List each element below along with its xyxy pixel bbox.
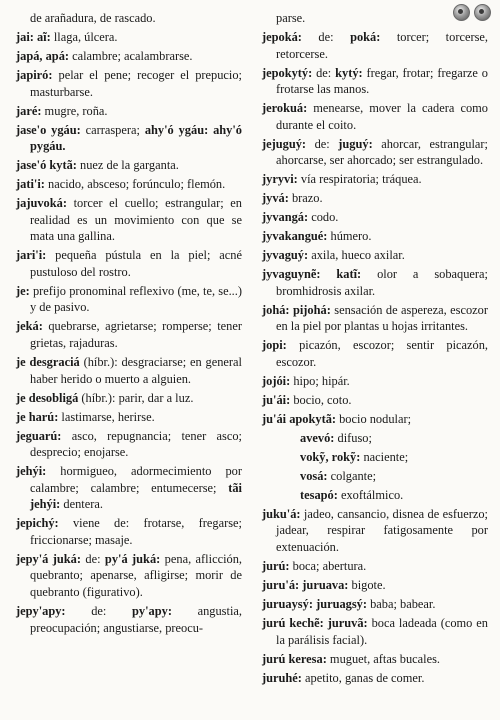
entry-definition: vía respiratoria; tráquea. bbox=[297, 172, 422, 187]
entry-headword: jyvakangué: bbox=[262, 229, 328, 244]
dictionary-entry bbox=[16, 67, 242, 100]
entry-headword: je harú: bbox=[16, 409, 59, 424]
entry-headword: py'á juká: bbox=[104, 551, 161, 566]
entry-definition: prefijo pronominal reflexivo (me, te, se...) y de pasivo. bbox=[29, 283, 242, 315]
entry-definition: nacido, absceso; forúnculo; flemón. bbox=[44, 177, 226, 192]
dictionary-entry bbox=[262, 136, 488, 169]
entry-headword: jerokuá: bbox=[262, 101, 308, 116]
entry-headword: kytý: bbox=[335, 65, 363, 80]
entry-headword: poká: bbox=[350, 29, 381, 44]
entry-headword: je: bbox=[16, 283, 30, 298]
entry-headword: jeká: bbox=[16, 319, 43, 334]
dictionary-entry bbox=[262, 65, 488, 98]
dictionary-entry bbox=[262, 29, 488, 62]
entry-headword: jojói: bbox=[262, 373, 291, 388]
dictionary-entry bbox=[262, 411, 488, 428]
dictionary-entry bbox=[262, 392, 488, 409]
entry-headword: je desgraciá bbox=[16, 354, 80, 369]
entry-definition: sensación de aspereza, escozor en la piel por plantas u hojas irritantes. bbox=[276, 302, 489, 334]
entry-headword: jepy'apy: bbox=[16, 604, 66, 619]
entry-headword: jyvaguynẽ: katĩ: bbox=[262, 267, 362, 282]
entry-definition: de: bbox=[306, 136, 339, 151]
dictionary-entry bbox=[262, 558, 488, 575]
dictionary-entry bbox=[262, 247, 488, 264]
entry-definition: apetito, ganas de comer. bbox=[301, 670, 425, 685]
entry-definition: pequeña pústula en la piel; acné pustuloso del rostro. bbox=[30, 248, 242, 279]
entry-definition: bigote. bbox=[348, 578, 386, 592]
entry-headword: jyryvi: bbox=[262, 172, 298, 187]
dictionary-entry bbox=[262, 190, 488, 207]
entry-definition: mugre, roña. bbox=[41, 103, 108, 118]
entry-definition: menearse, mover la cadera como durante el coito. bbox=[276, 101, 488, 132]
entry-headword: jati'i: bbox=[16, 177, 45, 192]
entry-headword: jase'ó kytã: bbox=[16, 158, 77, 173]
dictionary-entry bbox=[16, 318, 242, 351]
dictionary-entry bbox=[16, 195, 242, 245]
dictionary-entry bbox=[262, 228, 488, 245]
entry-definition: colgante; bbox=[327, 468, 377, 483]
right-column bbox=[262, 10, 488, 689]
entry-headword: jai: aĩ: bbox=[16, 29, 51, 44]
entry-definition: torcer; torcerse, retorcerse. bbox=[276, 29, 488, 61]
dictionary-entry bbox=[16, 409, 242, 426]
entry-definition: húmero. bbox=[327, 229, 372, 244]
dictionary-entry bbox=[16, 463, 242, 513]
entry-headword: jepichý: bbox=[16, 516, 59, 531]
entry-headword: juru'á: bbox=[262, 578, 300, 592]
entry-headword: juruhé: bbox=[262, 670, 302, 685]
dictionary-entry bbox=[262, 577, 488, 594]
dictionary-entry bbox=[262, 100, 488, 133]
dictionary-entry bbox=[262, 506, 488, 556]
entry-headword: jari'i: bbox=[16, 248, 47, 263]
dictionary-entry bbox=[262, 487, 488, 504]
dictionary-entry bbox=[16, 428, 242, 461]
entry-definition: (híbr.): parir, dar a luz. bbox=[78, 390, 194, 405]
entry-definition: bocio nodular; bbox=[336, 411, 412, 426]
dictionary-entry bbox=[262, 337, 488, 370]
entry-definition: codo. bbox=[308, 210, 339, 225]
entry-headword: japiró: bbox=[16, 67, 53, 82]
entry-headword: jyvaguý: bbox=[262, 248, 309, 263]
entry-headword: py'apy: bbox=[132, 604, 172, 619]
entry-headword: vokỹ, rokỹ: bbox=[300, 449, 361, 464]
entry-headword: vosá: bbox=[300, 468, 328, 483]
entry-definition: picazón, escozor; sentir picazón, escozor. bbox=[276, 338, 488, 369]
entry-headword: jopi: bbox=[262, 338, 287, 353]
left-column bbox=[16, 10, 242, 639]
entry-definition: nuez de la garganta. bbox=[76, 158, 179, 173]
entry-headword: jepoká: bbox=[262, 29, 302, 44]
entry-headword: juruaysý: bbox=[262, 596, 313, 611]
entry-headword: avevó: bbox=[300, 430, 335, 445]
dictionary-entry bbox=[262, 373, 488, 390]
entry-definition: hormigueo, adormecimiento por calambre; calambre; entumecerse; bbox=[30, 464, 242, 495]
entry-definition: muguet, aftas bucales. bbox=[326, 651, 441, 666]
dictionary-entry bbox=[16, 551, 242, 601]
entry-definition: naciente; bbox=[360, 449, 409, 464]
entry-definition: (híbr.): desgraciarse; en general haber herido o muerto a alguien. bbox=[30, 354, 242, 386]
entry-definition: de: bbox=[80, 551, 105, 566]
entry-definition: baba; babear. bbox=[367, 596, 436, 611]
dictionary-entry bbox=[16, 283, 242, 316]
entry-definition: exoftálmico. bbox=[337, 487, 404, 502]
entry-headword: jyvá: bbox=[262, 191, 289, 206]
entry-headword: juruagsý: bbox=[316, 596, 368, 611]
dictionary-entry bbox=[262, 596, 488, 613]
entry-definition: de: bbox=[301, 29, 351, 44]
entry-definition: de: bbox=[65, 604, 133, 619]
entry-headword: jurú: bbox=[262, 559, 290, 574]
entry-definition: bocio, coto. bbox=[290, 392, 352, 407]
entry-definition: lastimarse, herirse. bbox=[58, 409, 155, 424]
dictionary-entry bbox=[262, 302, 488, 335]
entry-definition: olor a sobaquera; bromhidrosis axilar. bbox=[276, 267, 488, 298]
entry-definition: axila, hueco axilar. bbox=[308, 248, 405, 263]
entry-definition: calambre; acalambrarse. bbox=[69, 48, 193, 63]
dictionary-entry bbox=[16, 515, 242, 548]
dictionary-entry bbox=[16, 354, 242, 387]
entry-headword: jyvangá: bbox=[262, 210, 309, 225]
dictionary-entry bbox=[262, 209, 488, 226]
dictionary-entry bbox=[262, 449, 488, 466]
dictionary-entry bbox=[16, 103, 242, 120]
entry-definition: de: bbox=[312, 65, 336, 80]
dictionary-entry bbox=[16, 29, 242, 46]
entry-headword: ju'ái apokytã: bbox=[262, 411, 337, 426]
entry-definition: brazo. bbox=[288, 191, 323, 206]
entry-headword: tãi jehýi: bbox=[30, 480, 242, 512]
entry-headword: jepokytý: bbox=[262, 65, 313, 80]
entry-definition: parse. bbox=[276, 11, 306, 25]
entry-headword: juruvã: bbox=[327, 615, 368, 630]
dictionary-entry bbox=[262, 430, 488, 447]
entry-headword: jeguarú: bbox=[16, 428, 62, 443]
entry-definition: torcer el cuello; estrangular; en realidad es un movimiento con que se mata una gallina. bbox=[30, 196, 242, 244]
dictionary-entry bbox=[16, 10, 242, 27]
dictionary-entry bbox=[262, 651, 488, 668]
dictionary-entry bbox=[262, 468, 488, 485]
entry-definition: ahorcar, estrangular; ahorcarse, ser ahorcado; ser estrangulado. bbox=[276, 136, 488, 168]
entry-headword: jurú kechẽ: bbox=[262, 615, 324, 630]
dictionary-entry bbox=[16, 176, 242, 193]
entry-headword: japá, apá: bbox=[16, 48, 70, 63]
entry-definition: viene de: frotarse, fregarse; friccionarse; masaje. bbox=[30, 516, 242, 547]
dictionary-entry bbox=[262, 615, 488, 648]
entry-headword: jase'o ygáu: bbox=[16, 122, 81, 137]
entry-definition: pena, aflicción, quebranto; apenarse, afligirse; morir de quebranto (figurativo). bbox=[30, 551, 242, 600]
entry-headword: jehýi: bbox=[16, 464, 47, 479]
dictionary-entry bbox=[16, 48, 242, 65]
entry-definition: boca; abertura. bbox=[289, 559, 367, 574]
dictionary-entry bbox=[16, 122, 242, 155]
entry-headword: johá: pijohá: bbox=[262, 302, 331, 317]
dictionary-entry bbox=[16, 603, 242, 636]
entry-definition: angustia, preocupación; angustiarse, preocu- bbox=[30, 604, 242, 635]
entry-headword: juguý: bbox=[338, 136, 373, 151]
entry-definition: de arañadura, de rascado. bbox=[30, 11, 156, 25]
entry-headword: je desobligá bbox=[16, 390, 79, 405]
dictionary-entry bbox=[16, 157, 242, 174]
entry-headword: jepy'á juká: bbox=[16, 551, 81, 566]
dictionary-entry bbox=[16, 247, 242, 280]
entry-headword: jejuguý: bbox=[262, 136, 307, 151]
entry-definition: llaga, úlcera. bbox=[50, 29, 118, 44]
entry-headword: tesapó: bbox=[300, 487, 338, 502]
dictionary-entry bbox=[262, 670, 488, 687]
entry-definition: quebrarse, agrietarse; romperse; tener grietas, rajaduras. bbox=[30, 319, 242, 350]
entry-definition: boca ladeada (como en la parálisis facial). bbox=[276, 615, 488, 647]
dictionary-entry bbox=[262, 171, 488, 188]
entry-headword: ahy'ó ygáu: ahy'ó pygáu. bbox=[30, 122, 242, 154]
dictionary-entry bbox=[262, 266, 488, 299]
entry-headword: juku'á: bbox=[262, 506, 301, 521]
entry-headword: jaré: bbox=[16, 103, 42, 118]
entry-headword: jurú keresa: bbox=[262, 651, 327, 666]
entry-definition: dentera. bbox=[60, 497, 103, 512]
entry-definition: pelar el pene; recoger el prepucio; masturbarse. bbox=[30, 67, 242, 99]
entry-headword: juruava: bbox=[302, 578, 349, 592]
dictionary-entry bbox=[16, 390, 242, 407]
entry-definition: difuso; bbox=[334, 430, 372, 445]
entry-definition: jadeo, cansancio, disnea de esfuerzo; jadear, respirar fatigosamente por extenuación. bbox=[276, 506, 488, 555]
dictionary-entry bbox=[262, 10, 488, 27]
entry-definition: carraspera; bbox=[80, 122, 145, 137]
entry-headword: ju'ái: bbox=[262, 392, 291, 407]
entry-definition: hipo; hipár. bbox=[290, 373, 350, 388]
entry-definition: asco, repugnancia; tener asco; desprecio; enojarse. bbox=[30, 428, 242, 460]
entry-definition: fregar, frotar; fregarze o frotarse las manos. bbox=[276, 65, 488, 97]
entry-headword: jajuvoká: bbox=[16, 196, 67, 211]
